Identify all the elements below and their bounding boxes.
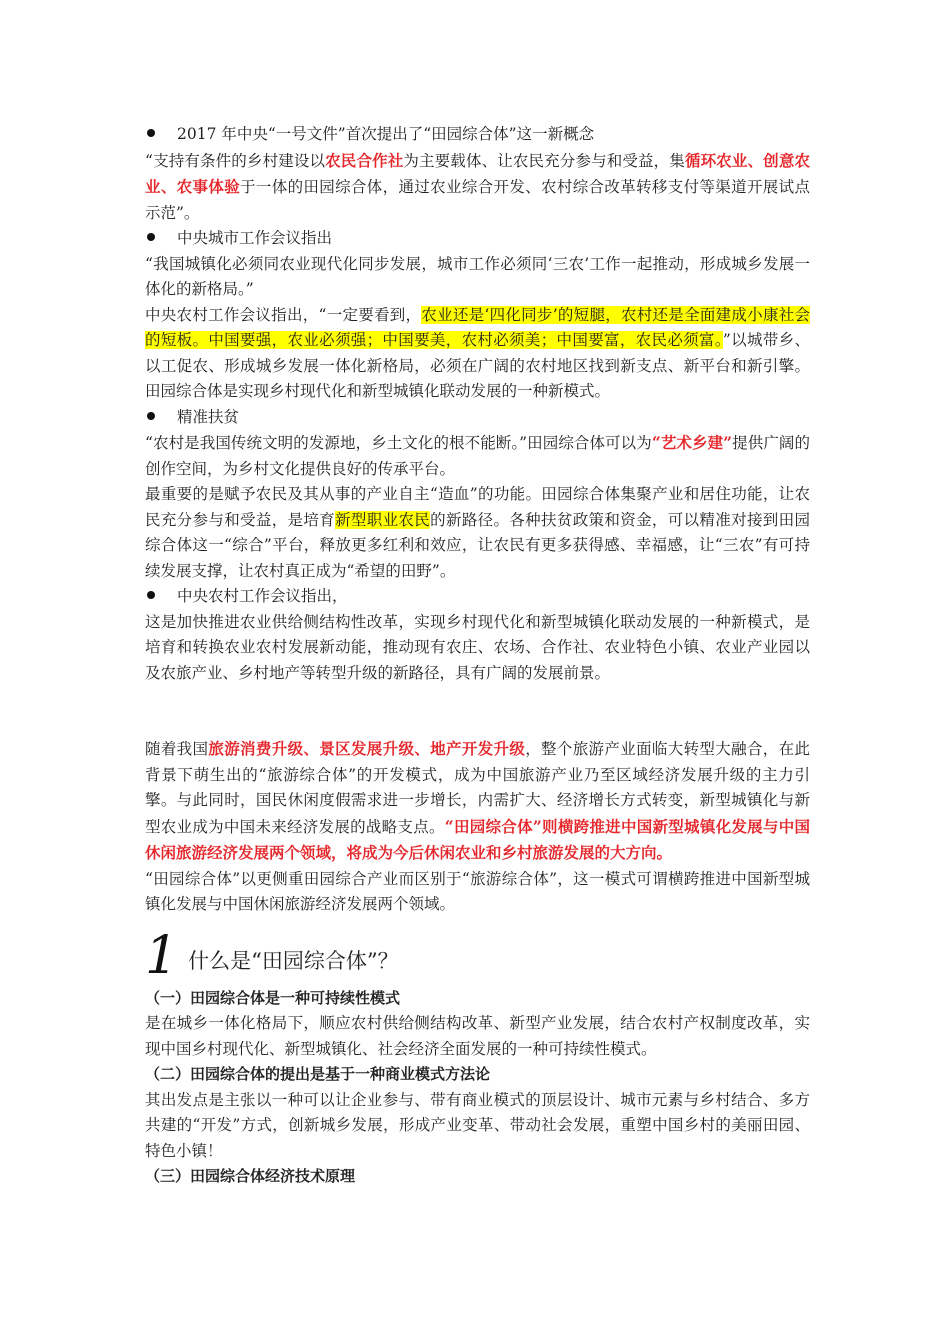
- paragraph: [145, 148, 810, 227]
- section-title: 什么是“田园综合体”？: [188, 948, 399, 973]
- text-span: ”以城带乡、以工促农、形成城乡发展一体化新格局，必须在广阔的农村地区找到新支点、新平台和新引擎。田园综合体是实现乡村现代化和新型城镇化联动发展的一种新模式。: [145, 331, 810, 400]
- bullet-item: [145, 122, 810, 148]
- text-span: 于一体的田园综合体，通过农业综合开发、农村综合改革转移支付等渠道开展试点示范”。: [145, 178, 810, 222]
- bullet-text: 2017 年中央“一号文件”首次提出了“田园综合体”这一新概念: [177, 125, 595, 143]
- text-span: 为主要载体、让农民充分参与和受益，集: [403, 151, 685, 170]
- bullet-text: 中央城市工作会议指出: [177, 229, 333, 247]
- text-span: 的新路径。各种扶贫政策和资金，可以精准对接到田园综合体这一“综合”平台，释放更多红利和效应，让农民有更多获得感、幸福感，让“三农”有可持续发展支撑，让农村真正成为“希望的田野”。: [145, 510, 810, 580]
- text-span: 提供广阔的创作空间，为乡村文化提供良好的传承平台。: [145, 434, 810, 478]
- text-span: ，整个旅游产业面临大转型大融合，在此背景下萌生出的“旅游综合体”的开发模式，成为中国旅游产业乃至区域经济发展升级的主力引擎。与此同时，国民休闲度假需求进一步增长，内需扩大、经济增长方式转变，新型城镇化与新型农业成为中国未来经济发展的战略支点。: [145, 740, 810, 836]
- bullet-item: [145, 226, 810, 252]
- subheading: （三）田园综合体经济技术原理: [145, 1167, 356, 1185]
- spacer: [145, 711, 810, 736]
- paragraph: 这是加快推进农业供给侧结构性改革，实现乡村现代化和新型城镇化联动发展的一种新模式，是培育和转换农业农村发展新动能，推动现有农庄、农场、合作社、农业特色小镇、农业产业园以及农旅产业、乡村地产等转型升级的新路径，具有广阔的发展前景。: [145, 612, 810, 682]
- highlighted-text: 新型职业农民: [335, 510, 431, 529]
- emphasis-text: “田园综合体”则横跨推进中国新型城镇化发展与中国休闲旅游经济发展两个领域，将成为今后休闲农业和乡村旅游发展的大方向。: [145, 816, 810, 862]
- emphasis-text: “艺术乡建”: [651, 433, 733, 452]
- bullet-dot-icon: [147, 591, 155, 599]
- bullet-dot-icon: [147, 233, 155, 241]
- text-span: 随着我国: [145, 740, 209, 758]
- paragraph: 其出发点是主张以一种可以让企业参与、带有商业模式的顶层设计、城市元素与乡村结合、多方共建的“开发”方式，创新城乡发展，形成产业变革、带动社会发展，重塑中国乡村的美丽田园、特色小镇！: [145, 1090, 810, 1160]
- text-span: 最重要的是赋予农民及其从事的产业自主“造血”的功能。田园综合体集聚产业和居住功能，让农民充分参与和受益，是培育: [145, 485, 810, 529]
- paragraph: [145, 430, 810, 482]
- subheading: （一）田园综合体是一种可持续性模式: [145, 988, 401, 1007]
- document-body: [145, 122, 810, 1190]
- text-span: “支持有条件的乡村建设以: [145, 151, 326, 170]
- highlighted-text: 农业还是‘四化同步’的短腿，农村还是全面建成小康社会的短板。中国要强，农业必须强；中国要美，农村必须美；中国要富，农民必须富。: [145, 305, 810, 349]
- text-span: 中央农村工作会议指出，“一定要看到，: [145, 305, 422, 324]
- paragraph: “我国城镇化必须同农业现代化同步发展，城市工作必须同‘三农’工作一起推动，形成城乡发展一体化的新格局。”: [145, 254, 810, 298]
- paragraph: “田园综合体”以更侧重田园综合产业而区别于“旅游综合体”，这一模式可谓横跨推进中国新型城镇化发展与中国休闲旅游经济发展两个领域。: [145, 869, 810, 913]
- bullet-item: [145, 405, 810, 431]
- emphasis-text: 旅游消费升级、景区发展升级、地产开发升级: [208, 739, 526, 758]
- bullet-dot-icon: [147, 412, 155, 420]
- paragraph: [145, 736, 810, 867]
- bullet-text: 中央农村工作会议指出，: [177, 587, 348, 605]
- section-number: 1: [145, 925, 179, 986]
- paragraph: [145, 482, 810, 584]
- spacer: [145, 686, 810, 711]
- bullet-text: 精准扶贫: [177, 407, 240, 426]
- subheading: （二）田园综合体的提出是基于一种商业模式方法论: [145, 1065, 491, 1083]
- text-span: “农村是我国传统文明的发源地，乡土文化的根不能断。”田园综合体可以为: [145, 434, 652, 452]
- bullet-item: [145, 584, 810, 610]
- emphasis-text: 农民合作社: [325, 150, 404, 170]
- section-heading: [145, 925, 810, 986]
- emphasis-text: 循环农业、创意农业、农事体验: [145, 150, 810, 196]
- paragraph: [145, 303, 810, 405]
- paragraph: 是在城乡一体化格局下，顺应农村供给侧结构改革、新型产业发展，结合农村产权制度改革，实现中国乡村现代化、新型城镇化、社会经济全面发展的一种可持续性模式。: [145, 1014, 810, 1058]
- bullet-dot-icon: [147, 129, 155, 137]
